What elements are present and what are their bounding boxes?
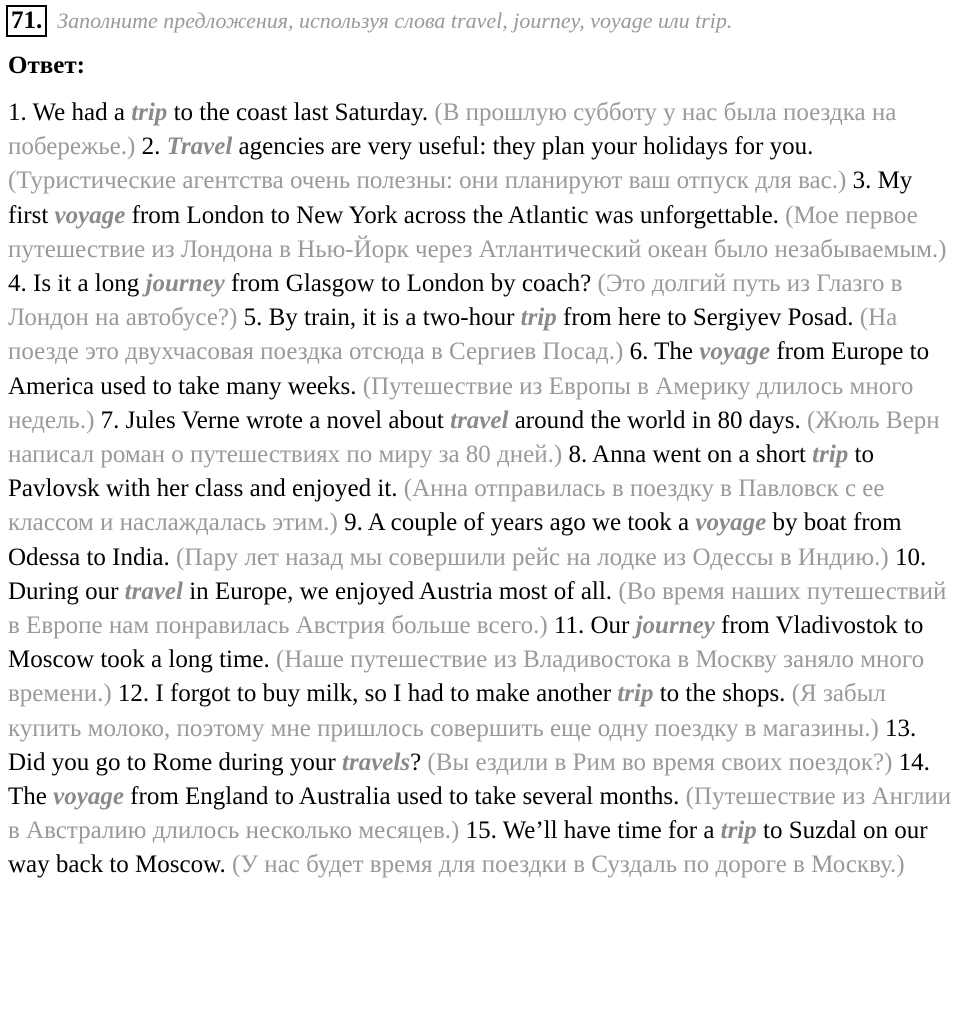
keyword: journey [145,270,225,298]
sentence-english: from London to New York across the Atlantic was unforgettable. [125,201,786,229]
keyword: trip [617,680,654,708]
sentence-translation: (Пару лет назад мы совершили рейс на лодке из Одессы в Индию.) [176,543,889,571]
sentence-english: from Glasgow to London by coach? [224,270,598,298]
keyword: travel [450,406,509,434]
sentence-english: to Pavlovsk with her class and enjoyed it. [8,441,874,503]
keyword: voyage [54,201,126,229]
sentence-english: 3. My first [8,167,913,229]
keyword: trip [720,817,757,845]
sentence-english: by boat from Odessa to India. [8,509,902,571]
sentence-english: 13. Did you go to Rome during your [8,714,917,776]
answer-label: Ответ: [8,52,85,79]
exercise-instruction: Заполните предложения, используя слова travel, journey, voyage или trip. [57,8,733,33]
sentence-english: from here to Sergiyev Posad. [556,304,860,332]
sentence-english: agencies are very useful: they plan your holidays for you. [232,133,814,161]
sentence-translation: (Это долгий путь из Глазго в Лондон на автобусе?) [8,270,903,332]
sentence-english: ? [410,748,428,776]
sentence-translation: (Я забыл купить молоко, поэтому мне пришлось совершить еще одну поездку в магазины.) [8,680,886,742]
sentence-12 [8,680,886,741]
sentence-translation: (Мое первое путешествие из Лондона в Нью-Йорк через Атлантический океан было незабываемым.) [8,201,947,263]
sentence-translation: (У нас будет время для поездки в Суздаль по дороге в Москву.) [232,851,905,879]
sentence-english: 2. [141,133,167,161]
sentence-english: 1. We had a [8,99,132,126]
exercise-number: 71. [6,5,47,37]
keyword: travels [342,748,411,776]
answer-text [8,96,952,883]
sentence-english: 14. The [8,748,930,811]
sentence-english: 12. I forgot to buy milk, so I had to make another [117,680,618,708]
sentence-translation: (На поезде это двухчасовая поездка отсюда в Сергиев Посад.) [8,304,898,366]
sentence-english: from Vladivostok to Moscow took a long time. [8,612,924,674]
sentence-english: 15. We’ll have time for a [465,817,721,845]
keyword: travel [124,577,183,605]
sentence-english: to the shops. [653,680,792,708]
sentence-english: 10. During our [8,543,927,605]
sentence-translation: (Анна отправилась в поездку в Павловск с ее классом и наслаждалась этим.) [8,475,885,537]
keyword: trip [131,99,168,126]
sentence-translation: (Путешествие из Англии в Австралию длилось несколько месяцев.) [8,783,952,845]
sentence-translation: (Туристические агентства очень полезны: они планируют ваш отпуск для вас.) [8,167,847,195]
sentence-english: 4. Is it a long [8,270,146,298]
keyword: voyage [699,338,771,366]
exercise-header [6,5,732,37]
sentence-english: from England to Australia used to take several months. [123,783,686,811]
sentence-english: 8. Anna went on a short [568,441,813,469]
sentence-translation: (Наше путешествие из Владивостока в Москву заняло много времени.) [8,646,925,708]
sentence-english: 5. By train, it is a two-hour [243,304,521,332]
keyword: journey [635,612,715,640]
sentence-translation: (Жюль Верн написал роман о путешествиях по миру за 80 дней.) [8,406,940,469]
sentence-english: 9. A couple of years ago we took a [344,509,696,537]
sentence-english: 7. Jules Verne wrote a novel about [100,406,451,434]
sentence-translation: (В прошлую субботу у нас была поездка на побережье.) [8,99,897,161]
keyword: Travel [166,133,233,161]
sentence-english: around the world in 80 days. [508,406,808,434]
keyword: trip [520,304,557,332]
sentence-english: to the coast last Saturday. [167,99,435,126]
sentence-english: in Europe, we enjoyed Austria most of all. [182,577,619,605]
keyword: voyage [695,509,767,537]
sentence-english: to Suzdal on our way back to Moscow. [8,817,928,879]
sentence-translation: (Вы ездили в Рим во время своих поездок?) [427,748,893,776]
sentence-translation: (Во время наших путешествий в Европе нам понравилась Австрия больше всего.) [8,577,947,640]
sentence-english: 11. Our [553,612,636,640]
keyword: trip [812,441,849,469]
sentence-english: 6. The [629,338,700,366]
sentence-english: from Europe to America used to take many weeks. [8,338,930,400]
sentence-translation: (Путешествие из Европы в Америку длилось много недель.) [8,372,914,434]
keyword: voyage [53,783,124,811]
